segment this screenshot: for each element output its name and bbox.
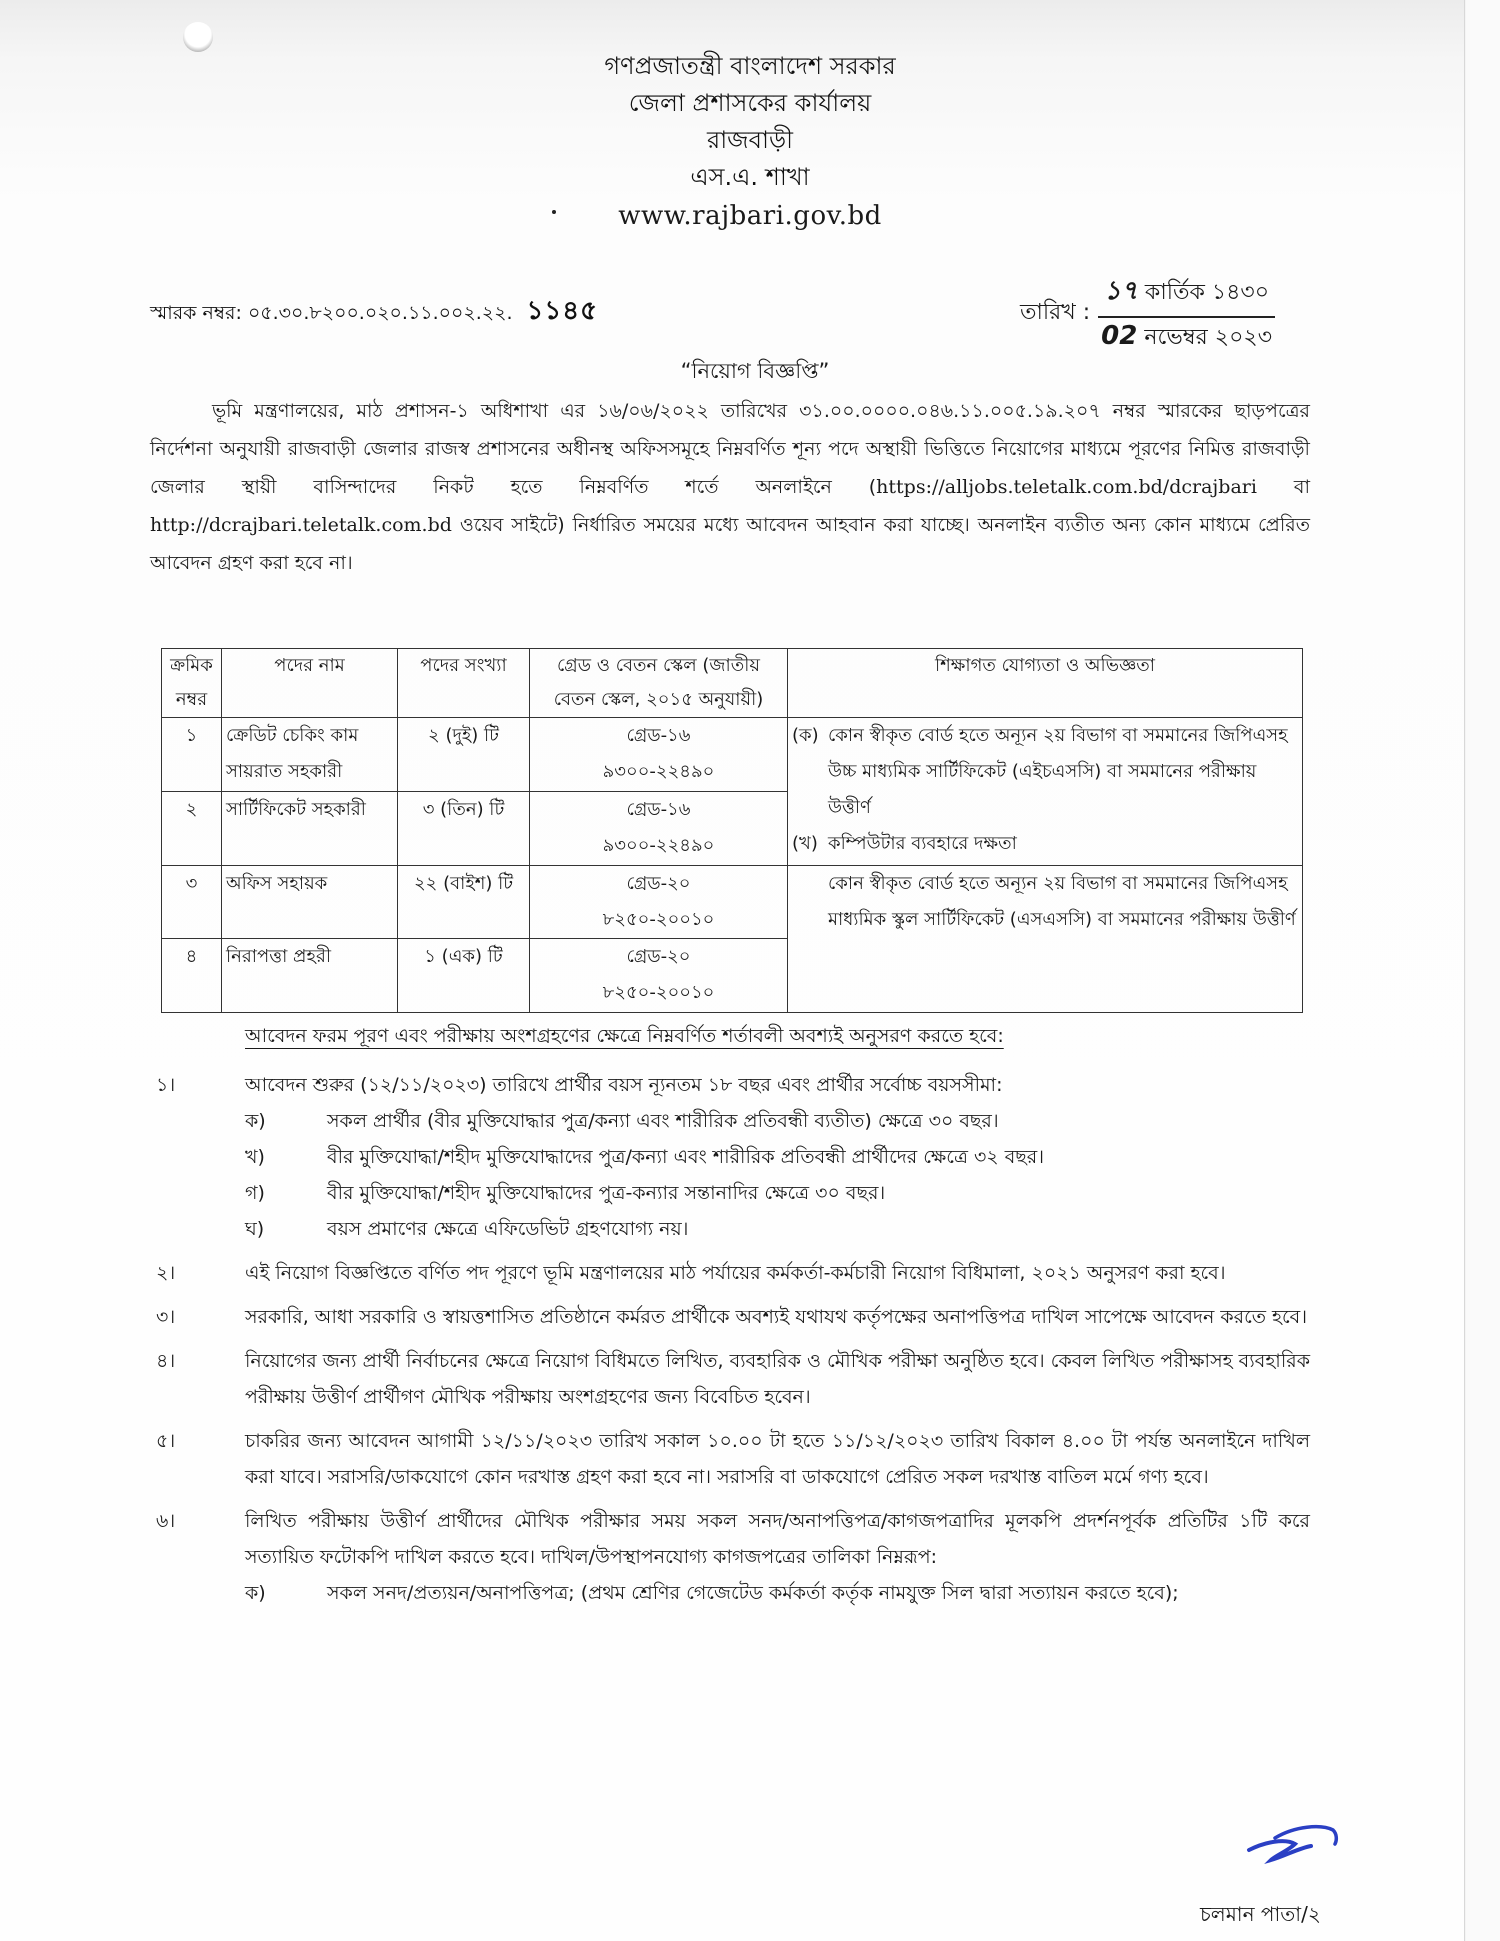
office-name: জেলা প্রশাসকের কার্যালয়: [628, 89, 872, 117]
sub-text: সকল সনদ/প্রত্যয়ন/অনাপত্তিপত্র; (প্রথম শ্রেণির গেজেটেড কর্মকর্তা কর্তৃক নামযুক্ত সিল দ্বারা সত্যায়ন করতে হবে);: [327, 1582, 1179, 1604]
condition-item: [150, 1299, 1310, 1335]
branch-name: এস.এ. শাখা: [690, 163, 810, 191]
date-block: [1020, 270, 1275, 357]
english-month-year: নভেম্বর ২০২৩: [1144, 325, 1272, 350]
cell-post-name: নিরাপত্তা প্রহরী: [222, 939, 398, 1013]
bangla-month-year: কার্তিক ১৪৩০: [1144, 280, 1270, 305]
table-row: [162, 718, 1303, 792]
intro-text-1: ভূমি মন্ত্রণালয়ের, মাঠ প্রশাসন-১ অধিশাখা এর ১৬/০৬/২০২২ তারিখের ৩১.০০.০০০০.০৪৬.১১.০০৫.১৯.২০৭ নম্বর স্মারকের ছাড়পত্রের নির্দেশনা অনুযায়ী রাজবাড়ী জেলার রাজস্ব প্রশাসনের অধীনস্থ অফিসসমূহে নিম্নবর্ণিত শূন্য পদে অস্থায়ী ভিত্তিতে নিয়োগের মাধ্যমে পূরণের নিমিত্ত রাজবাড়ী জেলার স্থায়ী বাসিন্দাদের নিকট হতে নিম্নবর্ণিত শর্তে অনলাইনে (: [150, 400, 1310, 498]
page-margin-strip: [1466, 0, 1500, 1941]
table-header-row: [162, 649, 1303, 718]
item-mark: (ক): [792, 725, 819, 746]
cell-serial: ১: [162, 718, 222, 792]
cell-post-count: ২২ (বাইশ) টি: [398, 866, 530, 939]
cell-grade: [530, 939, 788, 1013]
header-grade: গ্রেড ও বেতন স্কেল (জাতীয় বেতন স্কেল, ২০১৫ অনুযায়ী): [530, 649, 788, 718]
memo-number: [150, 290, 598, 334]
date-fraction: [1098, 270, 1275, 357]
sub-mark: ঘ): [245, 1218, 265, 1240]
pay-scale: ৯৩০০-২২৪৯০: [602, 835, 715, 856]
sub-mark: খ): [245, 1146, 265, 1168]
cell-serial: ৩: [162, 866, 222, 939]
item-mark: (খ): [792, 833, 818, 854]
item-text: কম্পিউটার ব্যবহারে দক্ষতা: [828, 833, 1017, 854]
dcrajbari-link[interactable]: http://dcrajbari.teletalk.com.bd: [150, 514, 452, 536]
condition-number: ৪।: [156, 1350, 176, 1372]
condition-number: ৬।: [156, 1510, 176, 1532]
cell-post-name: ক্রেডিট চেকিং কাম সায়রাত সহকারী: [222, 718, 398, 792]
notice-title: “নিয়োগ বিজ্ঞপ্তি”: [680, 359, 830, 383]
condition-number: ১।: [156, 1074, 176, 1096]
item-text: কোন স্বীকৃত বোর্ড হতে অন্যূন ২য় বিভাগ বা সমমানের জিপিএসহ উচ্চ মাধ্যমিক সার্টিফিকেট (এইচএসসি) বা সমমানের পরীক্ষায় উত্তীর্ণ: [828, 725, 1288, 818]
condition-number: ২।: [156, 1262, 176, 1284]
date-label: তারিখ :: [1020, 300, 1091, 325]
signature-icon: [1245, 1820, 1345, 1868]
memo-label: স্মারক নম্বর:: [150, 302, 242, 324]
condition-text: আবেদন শুরুর (১২/১১/২০২৩) তারিখে প্রার্থীর বয়স ন্যূনতম ১৮ বছর এবং প্রার্থীর সর্বোচ্চ বয়সসীমা:: [245, 1074, 1003, 1096]
condition-number: ৩।: [156, 1306, 176, 1328]
header-qualification: শিক্ষাগত যোগ্যতা ও অভিজ্ঞতা: [788, 649, 1303, 718]
header-post-count: পদের সংখ্যা: [398, 649, 530, 718]
sub-condition: [245, 1139, 1310, 1175]
sub-mark: ক): [245, 1110, 266, 1132]
sub-mark: গ): [245, 1182, 265, 1204]
sub-condition: [245, 1103, 1310, 1139]
sub-condition: [245, 1175, 1310, 1211]
sub-text: বীর মুক্তিযোদ্ধা/শহীদ মুক্তিযোদ্ধাদের পুত্র-কন্যার সন্তানাদির ক্ষেত্রে ৩০ বছর।: [327, 1182, 886, 1204]
sub-text: সকল প্রার্থীর (বীর মুক্তিযোদ্ধার পুত্র/কন্যা এবং শারীরিক প্রতিবন্ধী ব্যতীত) ক্ষেত্রে ৩০ বছর।: [327, 1110, 999, 1132]
district-name: রাজবাড়ী: [707, 126, 793, 154]
condition-text: নিয়োগের জন্য প্রার্থী নির্বাচনের ক্ষেত্রে নিয়োগ বিধিমতে লিখিত, ব্যবহারিক ও মৌখিক পরীক্ষা অনুষ্ঠিত হবে। কেবল লিখিত পরীক্ষাসহ ব্যবহারিক পরীক্ষায় উত্তীর্ণ প্রার্থীগণ মৌখিক পরীক্ষায় অংশগ্রহণের জন্য বিবেচিত হবেন।: [245, 1350, 1310, 1408]
grade-label: গ্রেড-১৬: [626, 799, 691, 820]
qualification-text: কোন স্বীকৃত বোর্ড হতে অন্যূন ২য় বিভাগ বা সমমানের জিপিএসহ মাধ্যমিক স্কুল সার্টিফিকেট (এসএসসি) বা সমমানের পরীক্ষায় উত্তীর্ণ: [828, 873, 1296, 930]
memo-value: ০৫.৩০.৮২০০.০২০.১১.০০২.২২.: [247, 302, 513, 324]
condition-body: [245, 1503, 1310, 1611]
conditions-list: [150, 1067, 1310, 1619]
condition-text: এই নিয়োগ বিজ্ঞপ্তিতে বর্ণিত পদ পূরণে ভূমি মন্ত্রণালয়ের মাঠ পর্যায়ের কর্মকর্তা-কর্মচারী নিয়োগ বিধিমালা, ২০২১ অনুসরণ করা হবে।: [245, 1262, 1226, 1284]
condition-text: চাকরির জন্য আবেদন আগামী ১২/১১/২০২৩ তারিখ সকাল ১০.০০ টা হতে ১১/১২/২০২৩ তারিখ বিকাল ৪.০০ টা পর্যন্ত অনলাইনে দাখিল করা যাবে। সরাসরি/ডাকযোগে কোন দরখাস্ত গ্রহণ করা হবে না। সরাসরি বা ডাকযোগে প্রেরিত সকল দরখাস্ত বাতিল মর্মে গণ্য হবে।: [245, 1430, 1310, 1488]
condition-item: [150, 1423, 1310, 1495]
website-link[interactable]: www.rajbari.gov.bd: [618, 201, 882, 231]
sub-mark: ক): [245, 1582, 266, 1604]
sub-condition: [245, 1211, 1310, 1247]
memo-handwritten-suffix: ১১৪৫: [526, 296, 599, 326]
vacancy-table: [161, 648, 1303, 1013]
header-serial: ক্রমিক নম্বর: [162, 649, 222, 718]
grade-label: গ্রেড-১৬: [626, 725, 691, 746]
sub-condition: [245, 1575, 1310, 1611]
cell-post-name: অফিস সহায়ক: [222, 866, 398, 939]
intro-paragraph: [150, 392, 1310, 582]
sub-text: বয়স প্রমাণের ক্ষেত্রে এফিডেভিট গ্রহণযোগ্য নয়।: [327, 1218, 689, 1240]
intro-connector: বা: [1256, 476, 1310, 498]
cell-post-count: ৩ (তিন) টি: [398, 792, 530, 866]
cell-post-name: সার্টিফিকেট সহকারী: [222, 792, 398, 866]
govt-name: গণপ্রজাতন্ত্রী বাংলাদেশ সরকার: [604, 52, 896, 80]
table-row: [162, 866, 1303, 939]
cell-post-count: ২ (দুই) টি: [398, 718, 530, 792]
grade-label: গ্রেড-২০: [626, 946, 691, 967]
continued-page-label: চলমান পাতা/২: [1200, 1902, 1321, 1926]
condition-body: [245, 1067, 1310, 1247]
condition-text: সরকারি, আধা সরকারি ও স্বায়ত্তশাসিত প্রতিষ্ঠানে কর্মরত প্রার্থীকে অবশ্যই যথাযথ কর্তৃপক্ষের অনাপত্তিপত্র দাখিল সাপেক্ষে আবেদন করতে হবে।: [245, 1306, 1308, 1328]
condition-text: লিখিত পরীক্ষায় উত্তীর্ণ প্রার্থীদের মৌখিক পরীক্ষার সময় সকল সনদ/অনাপত্তিপত্র/কাগজপত্রাদির মূলকপি প্রদর্শনপূর্বক প্রতিটির ১টি করে সত্যায়িত ফটোকপি দাখিল করতে হবে। দাখিল/উপস্থাপনযোগ্য কাগজপত্রের তালিকা নিম্নরূপ:: [245, 1510, 1311, 1568]
grade-label: গ্রেড-২০: [626, 873, 691, 894]
cell-serial: ৪: [162, 939, 222, 1013]
pay-scale: ৮২৫০-২০০১০: [602, 909, 715, 930]
qualification-item: [792, 826, 1298, 862]
alljobs-link[interactable]: https://alljobs.teletalk.com.bd/dcrajbari: [876, 476, 1257, 498]
english-day-handwritten: 02: [1101, 321, 1138, 351]
pay-scale: ৯৩০০-২২৪৯০: [602, 761, 715, 782]
cell-post-count: ১ (এক) টি: [398, 939, 530, 1013]
cell-grade: [530, 718, 788, 792]
condition-item: [150, 1343, 1310, 1415]
header-post-name: পদের নাম: [222, 649, 398, 718]
condition-number: ৫।: [156, 1430, 176, 1452]
bangla-day-handwritten: ১৭: [1104, 276, 1138, 306]
letterhead: [0, 48, 1500, 236]
qualification-item: [792, 718, 1298, 826]
english-date: [1101, 318, 1272, 357]
bangla-date: [1098, 270, 1275, 318]
cell-qualification-group-2: [788, 866, 1303, 1013]
bullet-dot: [552, 210, 556, 214]
condition-item: [150, 1255, 1310, 1291]
pay-scale: ৮২৫০-২০০১০: [602, 982, 715, 1003]
cell-qualification-group-1: [788, 718, 1303, 866]
condition-item: [150, 1503, 1310, 1611]
intro-text-2: ওয়েব সাইটে) নির্ধারিত সময়ের মধ্যে আবেদন আহবান করা যাচ্ছে। অনলাইন ব্যতীত অন্য কোন মাধ্যমে প্রেরিত আবেদন গ্রহণ করা হবে না।: [150, 514, 1310, 574]
conditions-heading: আবেদন ফরম পূরণ এবং পরীক্ষায় অংশগ্রহণের ক্ষেত্রে নিম্নবর্ণিত শর্তাবলী অবশ্যই অনুসরণ করতে হবে:: [245, 1025, 1004, 1047]
sub-text: বীর মুক্তিযোদ্ধা/শহীদ মুক্তিযোদ্ধাদের পুত্র/কন্যা এবং শারীরিক প্রতিবন্ধী প্রার্থীদের ক্ষেত্রে ৩২ বছর।: [327, 1146, 1045, 1168]
cell-grade: [530, 792, 788, 866]
cell-grade: [530, 866, 788, 939]
condition-item: [150, 1067, 1310, 1247]
cell-serial: ২: [162, 792, 222, 866]
